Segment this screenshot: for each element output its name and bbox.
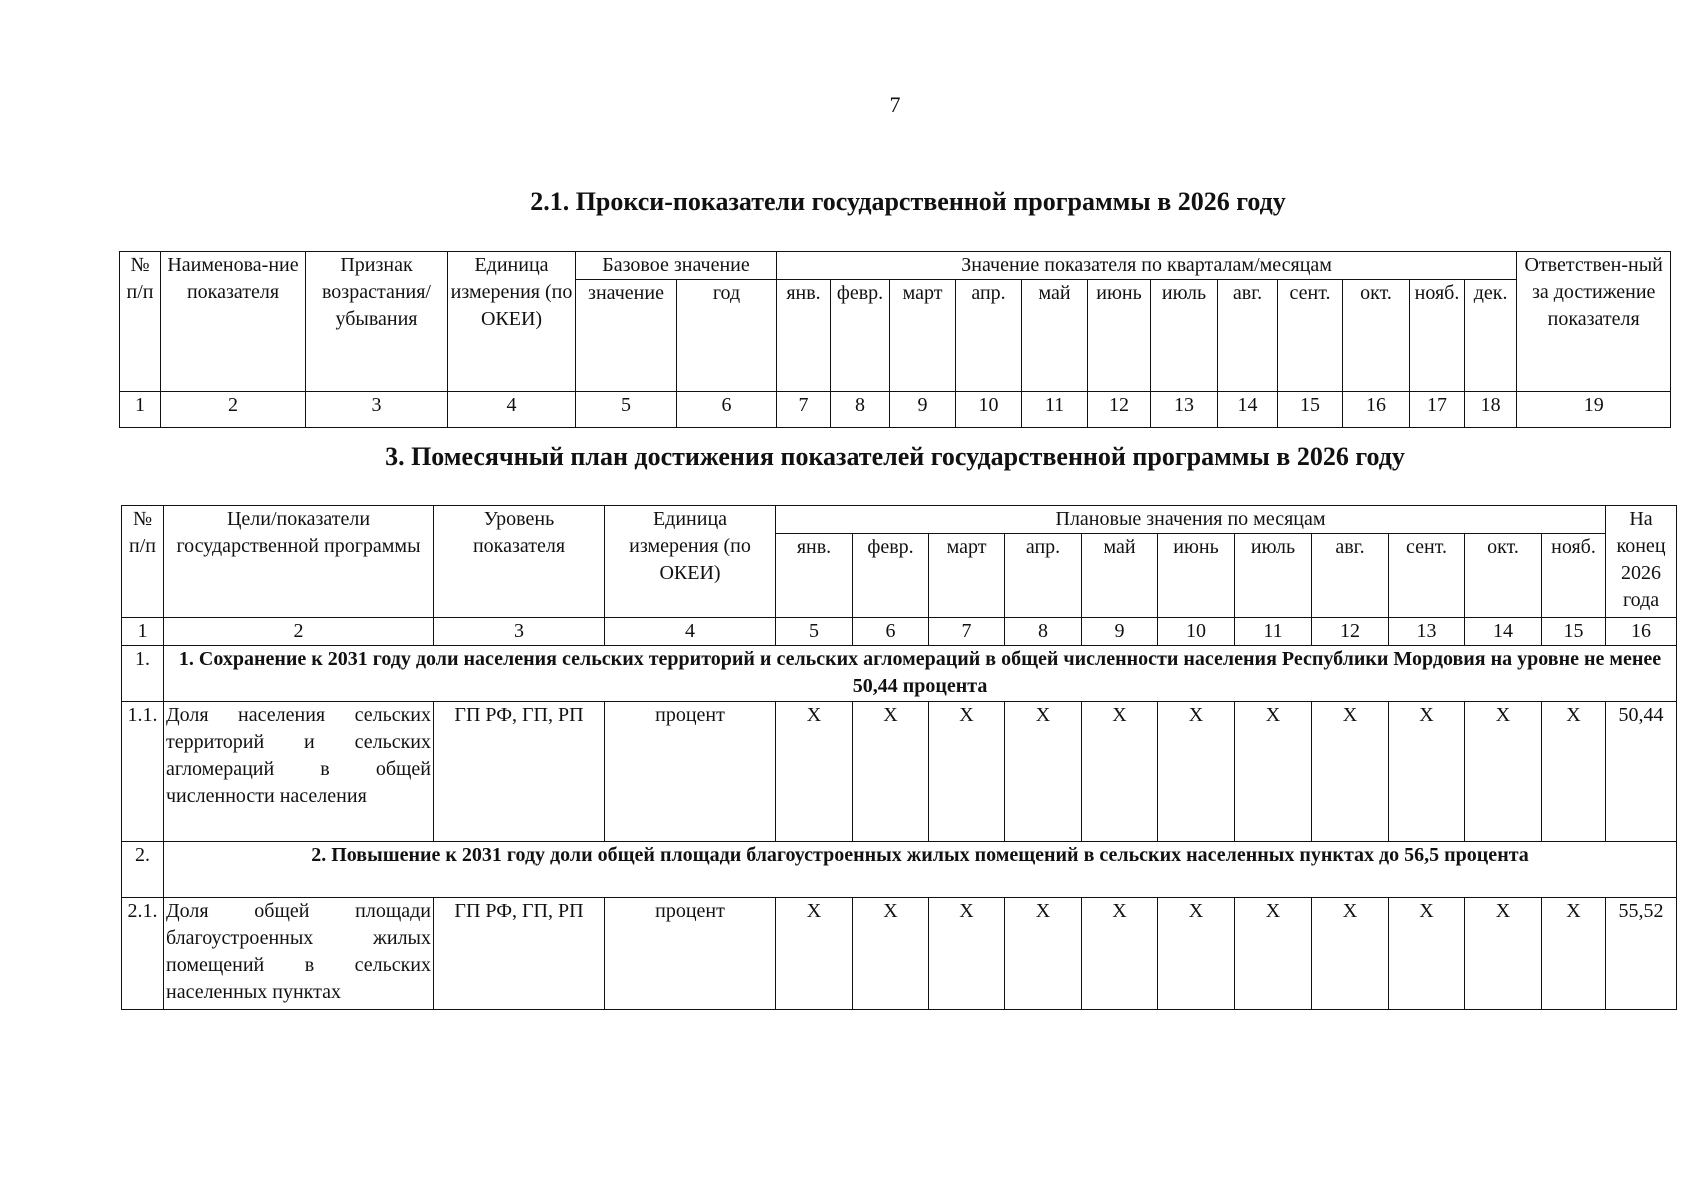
column-number: 12 [1088, 392, 1151, 428]
month-value: Х [1389, 702, 1465, 842]
header-month: июль [1235, 534, 1312, 618]
indicator-unit: процент [605, 702, 776, 842]
header-goals: Цели/показатели государственной программы [164, 506, 434, 618]
indicator-unit: процент [605, 898, 776, 1010]
column-number: 3 [306, 392, 448, 428]
month-value: Х [1082, 702, 1158, 842]
column-number: 9 [1082, 618, 1158, 646]
header-month: окт. [1343, 280, 1410, 392]
header-unit: Единица измерения (по ОКЕИ) [605, 506, 776, 618]
header-month: март [929, 534, 1005, 618]
header-month: февр. [853, 534, 929, 618]
column-number: 15 [1278, 392, 1343, 428]
header-indicator-name: Наименова-ние показателя [161, 252, 306, 392]
section-title-monthly-plan: 3. Помесячный план достижения показателей государственной программы в 2026 году [385, 442, 1405, 471]
column-number: 19 [1517, 392, 1671, 428]
column-number: 2 [164, 618, 434, 646]
column-number: 4 [605, 618, 776, 646]
month-value: Х [1235, 702, 1312, 842]
column-number: 11 [1235, 618, 1312, 646]
header-base: Базовое значение [576, 252, 777, 280]
header-row [122, 506, 1677, 534]
column-number: 14 [1218, 392, 1278, 428]
column-number: 3 [434, 618, 605, 646]
header-base-year: год [677, 280, 777, 392]
header-month: март [890, 280, 956, 392]
month-value: Х [1005, 898, 1082, 1010]
column-number: 5 [576, 392, 677, 428]
column-number: 6 [677, 392, 777, 428]
header-month: июль [1151, 280, 1218, 392]
header-base-value: значение [576, 280, 677, 392]
proxy-indicators-table [119, 251, 1671, 428]
column-number: 17 [1410, 392, 1465, 428]
column-number: 9 [890, 392, 956, 428]
column-number: 5 [776, 618, 853, 646]
column-number: 14 [1465, 618, 1542, 646]
column-number: 6 [853, 618, 929, 646]
indicator-name: Доля общей площади благоустроенных жилых помещений в сельских населенных пунктах [164, 898, 434, 1010]
month-value: Х [1312, 898, 1389, 1010]
header-level: Уровень показателя [434, 506, 605, 618]
month-value: Х [1005, 702, 1082, 842]
month-value: Х [853, 702, 929, 842]
month-value: Х [1158, 898, 1235, 1010]
column-number: 16 [1606, 618, 1677, 646]
column-number: 13 [1151, 392, 1218, 428]
month-value: Х [1465, 702, 1542, 842]
goal-text: 2. Повышение к 2031 году доли общей площади благоустроенных жилых помещений в сельских населенных пунктах до 56,5 процента [164, 842, 1677, 898]
column-number: 12 [1312, 618, 1389, 646]
month-value: Х [1158, 702, 1235, 842]
header-month: апр. [1005, 534, 1082, 618]
header-num: № п/п [122, 506, 164, 618]
goal-num: 2. [122, 842, 164, 898]
monthly-plan-table [121, 505, 1677, 1010]
column-number: 7 [777, 392, 831, 428]
column-number: 1 [122, 618, 164, 646]
header-month: авг. [1312, 534, 1389, 618]
column-number: 1 [120, 392, 161, 428]
indicator-num: 2.1. [122, 898, 164, 1010]
month-value: Х [1542, 702, 1606, 842]
header-month: май [1082, 534, 1158, 618]
column-number: 8 [1005, 618, 1082, 646]
month-value: Х [776, 702, 853, 842]
header-plan: Плановые значения по месяцам [776, 506, 1606, 534]
column-numbers-row [122, 618, 1677, 646]
column-number: 10 [956, 392, 1022, 428]
header-responsible: Ответствен-ный за достижение показателя [1517, 252, 1671, 392]
column-number: 7 [929, 618, 1005, 646]
column-number: 8 [831, 392, 890, 428]
header-month: янв. [776, 534, 853, 618]
column-number: 4 [448, 392, 576, 428]
goal-num: 1. [122, 646, 164, 702]
month-value: Х [929, 898, 1005, 1010]
year-end-value: 55,52 [1606, 898, 1677, 1010]
header-month: нояб. [1410, 280, 1465, 392]
header-month: июнь [1088, 280, 1151, 392]
column-number: 16 [1343, 392, 1410, 428]
month-value: Х [929, 702, 1005, 842]
header-month: февр. [831, 280, 890, 392]
month-value: Х [1542, 898, 1606, 1010]
header-month: окт. [1465, 534, 1542, 618]
column-number: 15 [1542, 618, 1606, 646]
header-unit: Единица измерения (по ОКЕИ) [448, 252, 576, 392]
header-sign: Признак возрастания/ убывания [306, 252, 448, 392]
section-title-proxy-indicators: 2.1. Прокси-показатели государственной программы в 2026 году [530, 187, 1286, 216]
indicator-level: ГП РФ, ГП, РП [434, 702, 605, 842]
month-value: Х [1465, 898, 1542, 1010]
header-month: сент. [1389, 534, 1465, 618]
header-month: апр. [956, 280, 1022, 392]
month-value: Х [776, 898, 853, 1010]
column-number: 13 [1389, 618, 1465, 646]
month-value: Х [1235, 898, 1312, 1010]
column-number: 10 [1158, 618, 1235, 646]
month-value: Х [1389, 898, 1465, 1010]
column-number: 18 [1465, 392, 1517, 428]
indicator-row [122, 898, 1677, 1010]
column-number: 2 [161, 392, 306, 428]
header-month: сент. [1278, 280, 1343, 392]
indicator-num: 1.1. [122, 702, 164, 842]
indicator-name: Доля населения сельских территорий и сельских агломераций в общей численности населения [164, 702, 434, 842]
month-value: Х [1082, 898, 1158, 1010]
header-row [120, 252, 1671, 280]
header-month: май [1022, 280, 1088, 392]
indicator-row [122, 702, 1677, 842]
goal-row [122, 646, 1677, 702]
goal-text: 1. Сохранение к 2031 году доли населения сельских территорий и сельских агломераций в общей численности населения Республики Мордовия на уровне не менее 50,44 процента [164, 646, 1677, 702]
header-month: июнь [1158, 534, 1235, 618]
header-month: янв. [777, 280, 831, 392]
header-month: дек. [1465, 280, 1517, 392]
goal-row [122, 842, 1677, 898]
column-number: 11 [1022, 392, 1088, 428]
indicator-level: ГП РФ, ГП, РП [434, 898, 605, 1010]
page-number: 7 [889, 92, 901, 117]
column-numbers-row [120, 392, 1671, 428]
header-month: нояб. [1542, 534, 1606, 618]
header-month: авг. [1218, 280, 1278, 392]
year-end-value: 50,44 [1606, 702, 1677, 842]
header-periods: Значение показателя по кварталам/месяцам [777, 252, 1517, 280]
header-num: № п/п [120, 252, 161, 392]
header-year-end: На конец 2026 года [1606, 506, 1677, 618]
month-value: Х [853, 898, 929, 1010]
month-value: Х [1312, 702, 1389, 842]
